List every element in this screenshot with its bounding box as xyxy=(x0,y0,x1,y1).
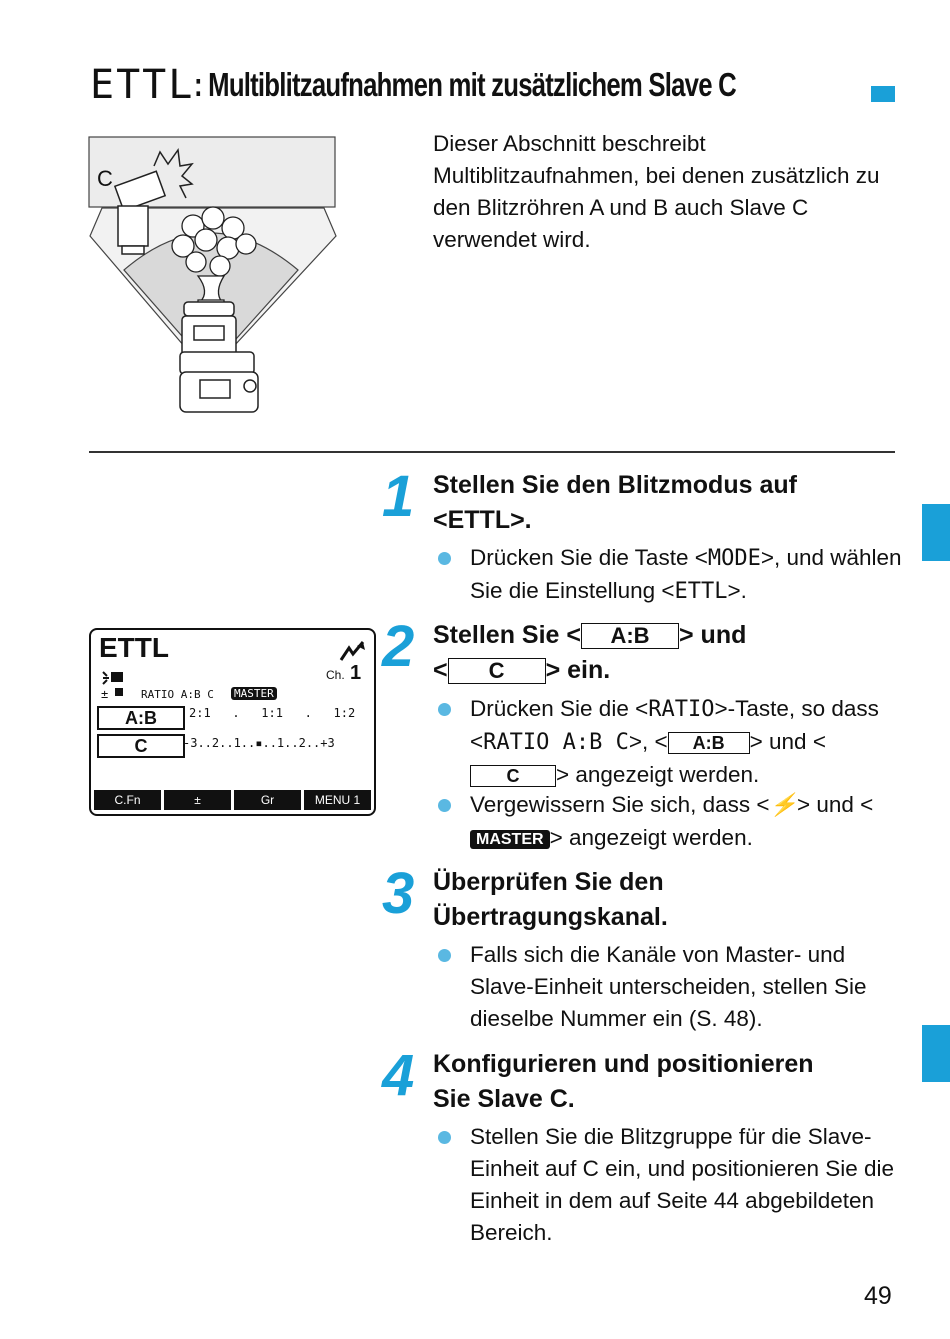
lcd-button-menu: MENU 1 xyxy=(304,790,371,810)
flash-group-icon xyxy=(101,670,137,700)
text: Falls sich die Kanäle von Master- und Slave-Einheit unterscheiden, stellen Sie dieselbe Nummer ein (S. 48). xyxy=(470,942,867,1031)
bullet-dot xyxy=(438,949,451,962)
chapter-tab-top xyxy=(922,504,950,561)
lcd-mode: ETTL xyxy=(99,632,169,663)
bullet-dot xyxy=(438,703,451,716)
step-1-title xyxy=(433,468,903,538)
step-4-title-line1: Konfigurieren und positionieren xyxy=(433,1050,814,1078)
text: >, < xyxy=(628,729,668,754)
text: < xyxy=(433,656,448,684)
text: > angezeigt werden. xyxy=(556,762,760,787)
ettl-glyph: ETTL xyxy=(90,62,195,108)
lcd-fec-scale: -3..2..1..▪..1..2..+3 xyxy=(183,736,335,750)
mode-glyph: MODE xyxy=(707,546,761,571)
text: Stellen Sie < xyxy=(433,621,581,649)
lcd-group-c: C xyxy=(97,734,185,758)
step-1-title-line1: Stellen Sie den Blitzmodus auf xyxy=(433,471,797,499)
intro-text: Dieser Abschnitt beschreibt Multiblitzaufnahmen, bei denen zusätzlich zu den Blitzröhren A und B auch Slave C verwendet wird. xyxy=(433,131,880,252)
ettl-glyph: ETTL xyxy=(674,579,728,604)
group-ab-label: A:B xyxy=(581,623,679,649)
step-1-title-line2: <ETTL>. xyxy=(433,506,532,534)
svg-text:±: ± xyxy=(101,687,109,700)
group-c-label: C xyxy=(448,658,546,684)
step-4-bullet-1 xyxy=(470,1121,910,1249)
bullet-dot xyxy=(438,552,451,565)
illustration-label-c: C xyxy=(97,166,113,191)
step-2-title xyxy=(433,618,903,688)
text: > angezeigt werden. xyxy=(549,825,753,850)
bullet-dot xyxy=(438,1131,451,1144)
text: Stellen Sie die Blitzgruppe für die Slave-Einheit auf C ein, und positionieren Sie die Einheit in dem auf Seite 44 abgebildeten Bereich. xyxy=(470,1124,895,1245)
page-number: 49 xyxy=(864,1282,892,1310)
chapter-tab-bottom xyxy=(922,1025,950,1082)
step-2-bullet-1 xyxy=(470,693,910,791)
lcd-button-cfn: C.Fn xyxy=(94,790,161,810)
text: >-Taste, so dass < xyxy=(470,696,879,754)
group-c-label: C xyxy=(470,765,556,787)
text: Vergewissern Sie sich, dass < xyxy=(470,792,770,817)
ratio-abc-glyph: RATIO A:B C xyxy=(483,730,629,755)
lcd-button-fec: ± xyxy=(164,790,231,810)
step-1-bullet-1 xyxy=(470,542,910,608)
text: >, und wählen Sie die Einstellung < xyxy=(470,545,902,603)
lcd-button-gr: Gr xyxy=(234,790,301,810)
wireless-master-icon xyxy=(339,640,367,662)
text: > und < xyxy=(796,792,874,817)
step-3-title-line1: Überprüfen Sie den xyxy=(433,868,664,896)
lcd-panel xyxy=(89,628,376,816)
ratio-glyph: RATIO xyxy=(648,697,715,722)
lcd-ratio-label: RATIO A:B C xyxy=(141,688,214,701)
step-2-bullet-2 xyxy=(470,789,910,854)
text: Drücken Sie die < xyxy=(470,696,649,721)
step-number-3: 3 xyxy=(382,861,415,926)
step-number-1: 1 xyxy=(382,464,415,529)
step-number-2: 2 xyxy=(382,614,415,679)
text: > ein. xyxy=(545,656,611,684)
step-4-title xyxy=(433,1047,903,1117)
bullet-dot xyxy=(438,799,451,812)
lcd-channel-label: Ch. xyxy=(326,668,345,682)
text: >. xyxy=(727,578,747,603)
step-3-bullet-1 xyxy=(470,939,910,1035)
master-badge: MASTER xyxy=(470,830,550,849)
step-number-4: 4 xyxy=(382,1043,415,1108)
lcd-ratio-scale: 2:1 . 1:1 . 1:2 xyxy=(189,706,356,720)
lcd-master-badge: MASTER xyxy=(231,687,277,700)
group-ab-label: A:B xyxy=(668,732,750,754)
multi-flash-illustration xyxy=(88,136,340,418)
section-divider xyxy=(89,451,895,453)
lcd-channel-value: 1 xyxy=(350,662,362,684)
page-title xyxy=(90,62,889,108)
step-3-title xyxy=(433,865,903,935)
header-accent-box xyxy=(871,86,895,102)
lcd-function-buttons xyxy=(94,790,371,810)
text: > und xyxy=(679,621,747,649)
page-title-text: : Multiblitzaufnahmen mit zusätzlichem Slave C xyxy=(194,66,737,103)
text: Drücken Sie die Taste < xyxy=(470,545,708,570)
step-3-title-line2: Übertragungskanal. xyxy=(433,903,668,931)
step-4-title-line2: Sie Slave C. xyxy=(433,1085,575,1113)
lcd-group-ab: A:B xyxy=(97,706,185,730)
wireless-icon: ⚡ xyxy=(769,793,797,818)
text: > und < xyxy=(749,729,826,754)
